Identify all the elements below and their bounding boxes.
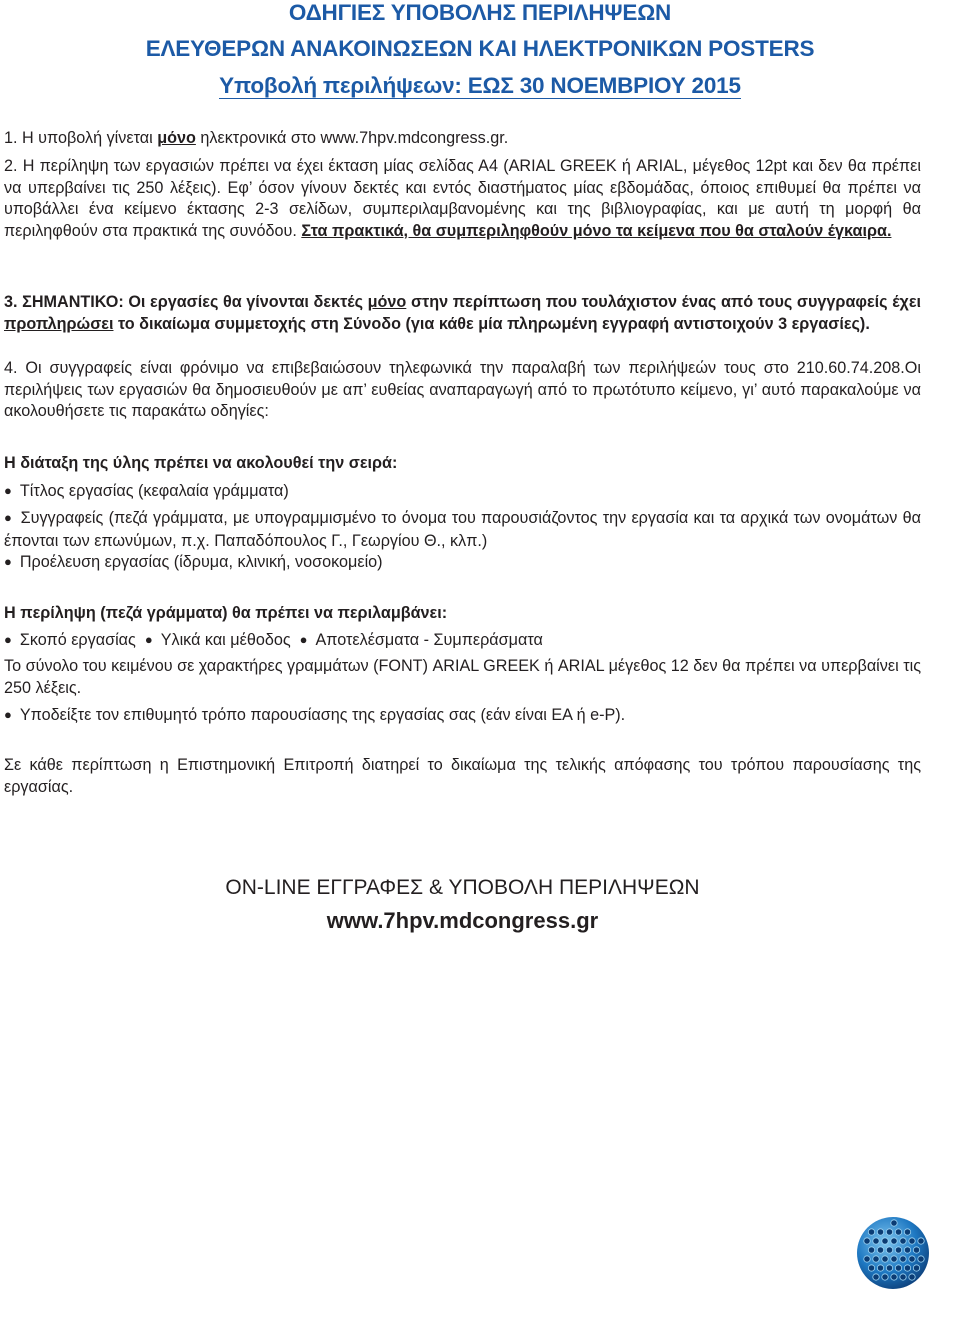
virus-logo-icon xyxy=(855,1215,931,1291)
virus-capsomere xyxy=(886,1247,892,1253)
instruction-4: 4. Οι συγγραφείς είναι φρόνιμο να επιβεβαιώσουν τηλεφωνικά την παραλαβή των περιλήψεών τους στο 210.60.74.208.Οι περιλήψεις των εργασιών θα δημοσιευθούν με απ’ ευθείας αναπαραγωγή από το πρωτότυπο κείμενο, γι’ αυτό παρακαλούμε να ακολουθήσετε τις παρακάτω οδηγίες: xyxy=(4,359,921,421)
instruction-1 xyxy=(4,128,921,150)
abstract-section-methods: ● Υλικά και μέθοδος xyxy=(145,631,291,649)
instruction-3-c: στην περίπτωση που τουλάχιστον ένας από τους συγγραφείς έχει xyxy=(406,293,922,311)
order-bullet-authors: ● Συγγραφείς (πεζά γράμματα, με υπογραμμισμένο το όνομα του παρουσιάζοντος την εργασία και τα αρχικά των ονομάτων θα έπονται των επωνύμων, π.χ. Παπαδόπουλος Γ., Γεωργίου Θ., κλπ.) xyxy=(4,507,921,552)
virus-capsomere xyxy=(909,1256,915,1262)
font-note: Το σύνολο του κειμένου σε χαρακτήρες γραμμάτων (FONT) ARIAL GREEK ή ARIAL μέγεθος 12 δεν θα πρέπει να υπερβαίνει τις 250 λέξεις. xyxy=(4,657,921,697)
deadline-text: Υποβολή περιλήψεων: ΕΩΣ 30 ΝΟΕΜΒΡΙΟΥ 2015 xyxy=(219,73,741,98)
title-line-1: ΟΔΗΓΙΕΣ ΥΠΟΒΟΛΗΣ ΠΕΡΙΛΗΨΕΩΝ xyxy=(288,0,672,25)
instruction-3-prepaid: προπληρώσει xyxy=(4,314,114,333)
abstract-heading: Η περίληψη (πεζά γράμματα) θα πρέπει να περιλαμβάνει: xyxy=(4,604,448,622)
virus-capsomere xyxy=(913,1265,919,1271)
virus-capsomere xyxy=(900,1256,906,1262)
virus-capsomere xyxy=(873,1256,879,1262)
virus-capsomere xyxy=(891,1274,897,1280)
title-deadline xyxy=(0,73,960,99)
abstract-section-results: ● Αποτελέσματα - Συμπεράσματα xyxy=(300,631,543,649)
order-bullet-origin: ● Προέλευση εργασίας (ίδρυμα, κλινική, νοσοκομείο) xyxy=(4,551,921,574)
virus-capsomere xyxy=(918,1238,924,1244)
virus-capsomere xyxy=(868,1229,874,1235)
virus-capsomere xyxy=(886,1229,892,1235)
abstract-sections xyxy=(4,629,921,652)
virus-capsomere xyxy=(877,1229,883,1235)
virus-capsomere xyxy=(918,1256,924,1262)
virus-capsomere xyxy=(909,1274,915,1280)
virus-capsomere xyxy=(877,1247,883,1253)
virus-capsomere xyxy=(877,1265,883,1271)
instruction-3-e: το δικαίωμα συμμετοχής στη Σύνοδο (για κάθε μία πληρωμένη εγγραφή αντιστοιχούν 3 εργασίες). xyxy=(113,314,870,333)
virus-capsomere xyxy=(882,1274,888,1280)
instruction-2-emphasis: Στα πρακτικά, θα συμπεριληφθούν μόνο τα κείμενα που θα σταλούν έγκαιρα. xyxy=(301,221,892,240)
abstract-section-aim: ● Σκοπό εργασίας xyxy=(4,631,136,649)
virus-capsomere xyxy=(868,1247,874,1253)
instruction-3-only: μόνο xyxy=(367,293,407,311)
virus-capsomere xyxy=(904,1247,910,1253)
virus-capsomere xyxy=(904,1265,910,1271)
virus-capsomere xyxy=(864,1238,870,1244)
virus-capsomere xyxy=(891,1220,897,1226)
virus-capsomere xyxy=(891,1256,897,1262)
instruction-2 xyxy=(4,156,921,242)
instruction-3 xyxy=(4,292,921,335)
instruction-1-pre: 1. Η υποβολή γίνεται xyxy=(4,129,158,147)
virus-capsomere xyxy=(895,1229,901,1235)
virus-capsomere xyxy=(913,1247,919,1253)
website-link[interactable]: www.7hpv.mdcongress.gr xyxy=(326,908,599,933)
virus-capsomere xyxy=(882,1238,888,1244)
instruction-2-text: 2. Η περίληψη των εργασιών πρέπει να έχει έκταση μίας σελίδας Α4 (ARIAL GREEK ή ARIAL, μέγεθος 12pt και δεν θα πρέπει να υπερβαίνει τις 250 λέξεις). Εφ’ όσον γίνουν δεκτές και εντός διαστήματος μίας εβδομάδας, όποιος επιθυμεί θα πρέπει να υποβάλλει ένα κείμενο έκτασης 2-3 σελίδων, συμπεριλαμβανομένης και της βιβλιογραφίας, και με αυτή τη μορφή θα περιληφθούν στα πρακτικά της συνόδου. xyxy=(4,157,921,240)
virus-capsomere xyxy=(891,1238,897,1244)
order-heading: Η διάταξη της ύλης πρέπει να ακολουθεί την σειρά: xyxy=(4,454,398,472)
virus-capsomere xyxy=(886,1265,892,1271)
instruction-3-a: 3. ΣΗΜΑΝΤΙΚΟ: Οι εργασίες θα γίνονται δεκτές xyxy=(4,293,368,311)
committee-note: Σε κάθε περίπτωση η Επιστημονική Επιτροπή διατηρεί το δικαίωμα της τελικής απόφασης του τρόπου παρουσίασης της εργασίας. xyxy=(4,756,921,796)
virus-capsomere xyxy=(882,1256,888,1262)
virus-capsomere xyxy=(873,1238,879,1244)
virus-capsomere xyxy=(873,1274,879,1280)
virus-capsomere xyxy=(895,1247,901,1253)
instruction-1-emphasis: μόνο xyxy=(157,129,196,147)
virus-capsomere xyxy=(900,1274,906,1280)
virus-capsomere xyxy=(895,1265,901,1271)
title-line-2: ΕΛΕΥΘΕΡΩΝ ΑΝΑΚΟΙΝΩΣΕΩΝ ΚΑΙ ΗΛΕΚΤΡΟΝΙΚΩΝ POSTERS xyxy=(145,36,815,61)
virus-capsomere xyxy=(909,1238,915,1244)
virus-capsomere xyxy=(900,1238,906,1244)
online-registration-heading: ON-LINE ΕΓΓΡΑΦΕΣ & ΥΠΟΒΟΛΗ ΠΕΡΙΛΗΨΕΩΝ xyxy=(225,876,700,899)
virus-capsomere xyxy=(904,1229,910,1235)
instruction-1-post: ηλεκτρονικά στο www.7hpv.mdcongress.gr. xyxy=(195,129,509,147)
presentation-note: ● Υποδείξτε τον επιθυμητό τρόπο παρουσίασης της εργασίας σας (εάν είναι ΕΑ ή e-P). xyxy=(4,704,921,727)
virus-capsomere xyxy=(864,1256,870,1262)
virus-capsomere xyxy=(868,1265,874,1271)
order-bullet-title: ● Τίτλος εργασίας (κεφαλαία γράμματα) xyxy=(4,480,921,503)
